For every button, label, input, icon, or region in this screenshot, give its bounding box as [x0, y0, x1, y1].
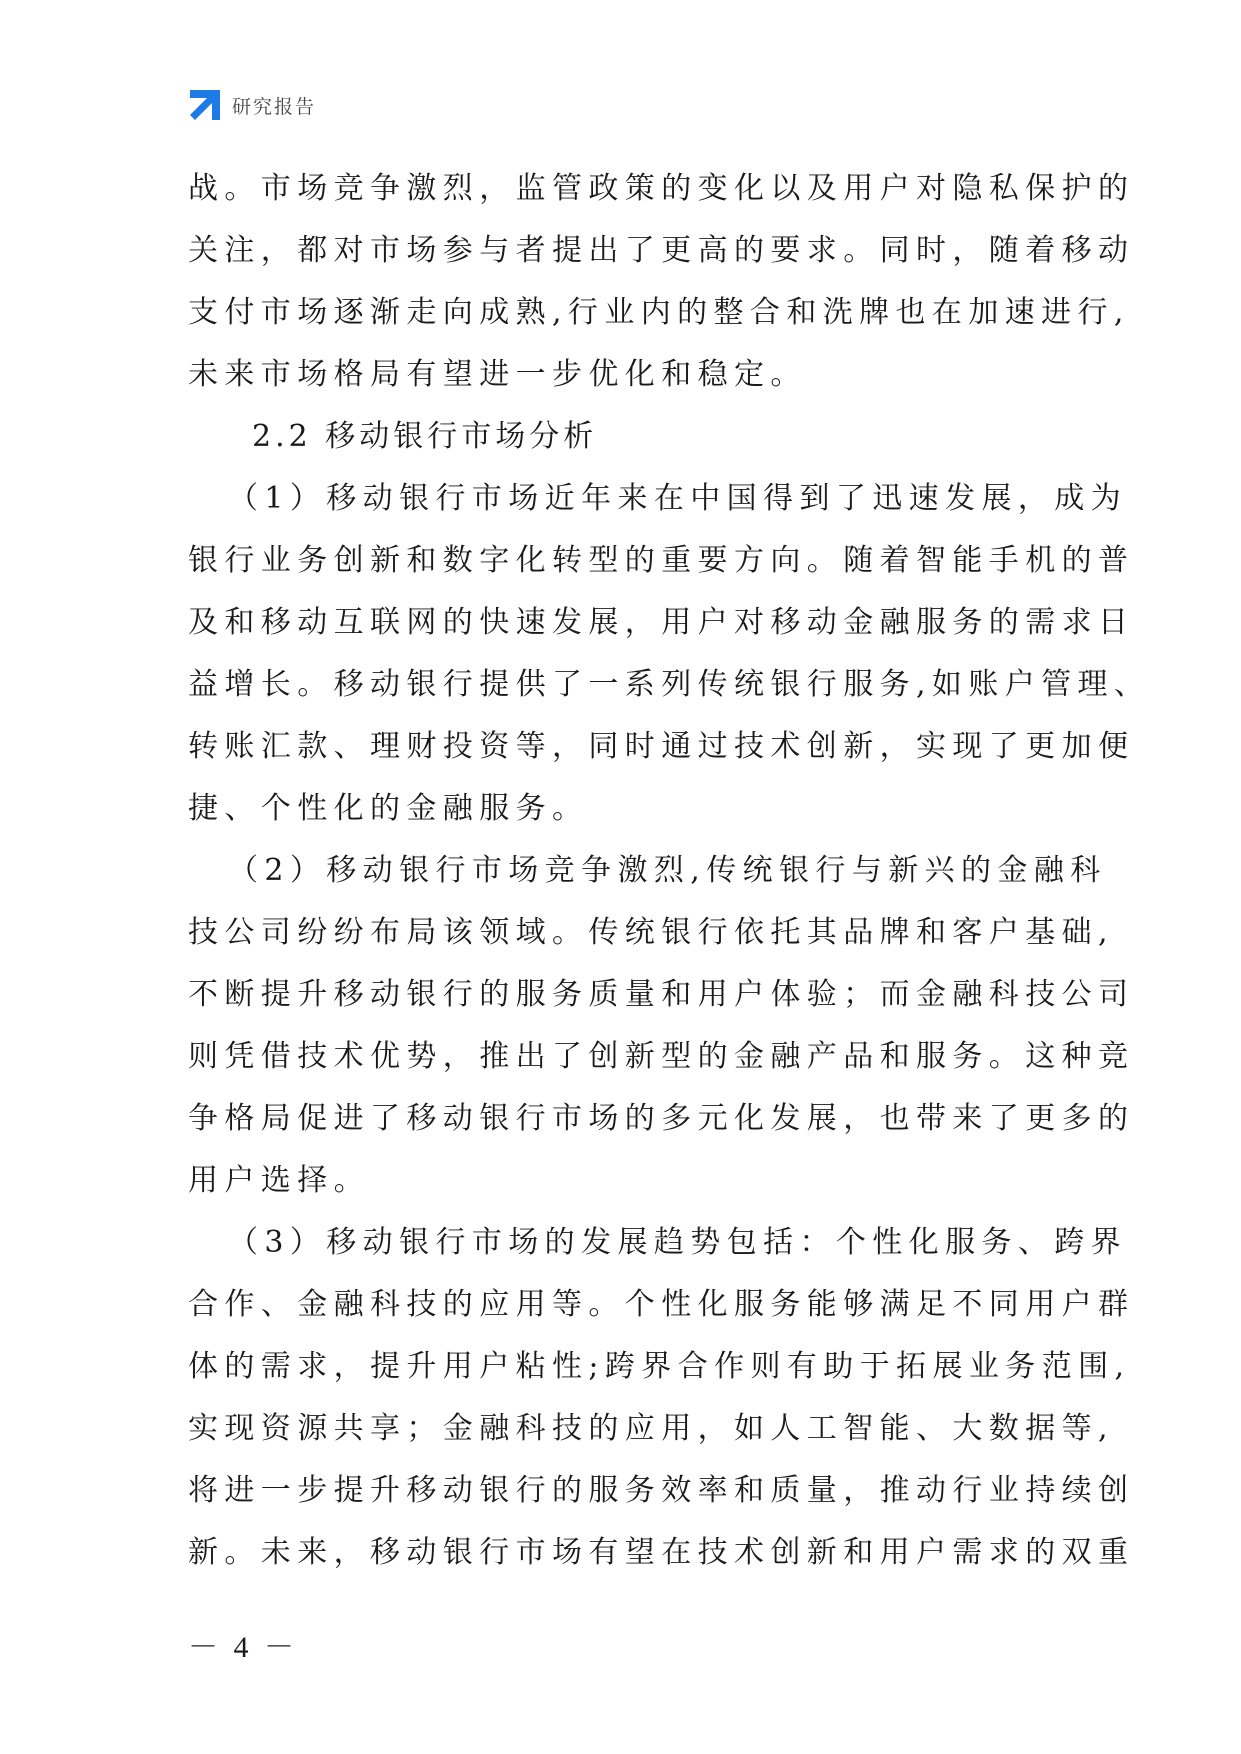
body-line: 及和移动互联网的快速发展，用户对移动金融服务的需求日: [188, 605, 1135, 640]
body-line: 战。市场竞争激烈，监管政策的变化以及用户对隐私保护的: [188, 171, 1135, 206]
paragraph-first-line: （2）移动银行市场竞争激烈,传统银行与新兴的金融科: [228, 853, 1107, 888]
body-line: 技公司纷纷布局该领域。传统银行依托其品牌和客户基础,: [188, 915, 1114, 950]
paragraph-first-line: （3）移动银行市场的发展趋势包括：个性化服务、跨界: [228, 1225, 1128, 1260]
body-line: 则凭借技术优势，推出了创新型的金融产品和服务。这种竞: [188, 1039, 1135, 1074]
paragraph-first-line: （1）移动银行市场近年来在中国得到了迅速发展，成为: [228, 481, 1128, 516]
header-title: 研究报告: [232, 95, 317, 118]
page-number: － 4 －: [188, 1631, 298, 1664]
document-body: [188, 158, 1151, 1584]
body-line: 不断提升移动银行的服务质量和用户体验；而金融科技公司: [188, 977, 1135, 1012]
body-line: 未来市场格局有望进一步优化和稳定。: [188, 357, 807, 392]
body-line: 体的需求，提升用户粘性;跨界合作则有助于拓展业务范围,: [188, 1349, 1131, 1384]
body-line: 关注，都对市场参与者提出了更高的要求。同时，随着移动: [188, 233, 1135, 268]
body-line: 转账汇款、理财投资等，同时通过技术创新，实现了更加便: [188, 729, 1135, 764]
body-line: 益增长。移动银行提供了一系列传统银行服务,如账户管理、: [188, 667, 1151, 702]
body-line: 支付市场逐渐走向成熟,行业内的整合和洗牌也在加速进行,: [188, 295, 1130, 330]
arrow-up-right-icon: [188, 88, 222, 122]
body-line: 争格局促进了移动银行市场的多元化发展，也带来了更多的: [188, 1101, 1135, 1136]
body-line: 捷、个性化的金融服务。: [188, 791, 589, 826]
body-line: 用户选择。: [188, 1163, 370, 1198]
body-line: 将进一步提升移动银行的服务效率和质量，推动行业持续创: [188, 1473, 1135, 1508]
section-heading: 2.2 移动银行市场分析: [252, 419, 598, 454]
body-line: 新。未来，移动银行市场有望在技术创新和用户需求的双重: [188, 1535, 1135, 1570]
body-line: 银行业务创新和数字化转型的重要方向。随着智能手机的普: [188, 543, 1135, 578]
body-line: 合作、金融科技的应用等。个性化服务能够满足不同用户群: [188, 1287, 1135, 1322]
page-header: [188, 88, 316, 122]
body-line: 实现资源共享；金融科技的应用，如人工智能、大数据等,: [188, 1411, 1114, 1446]
